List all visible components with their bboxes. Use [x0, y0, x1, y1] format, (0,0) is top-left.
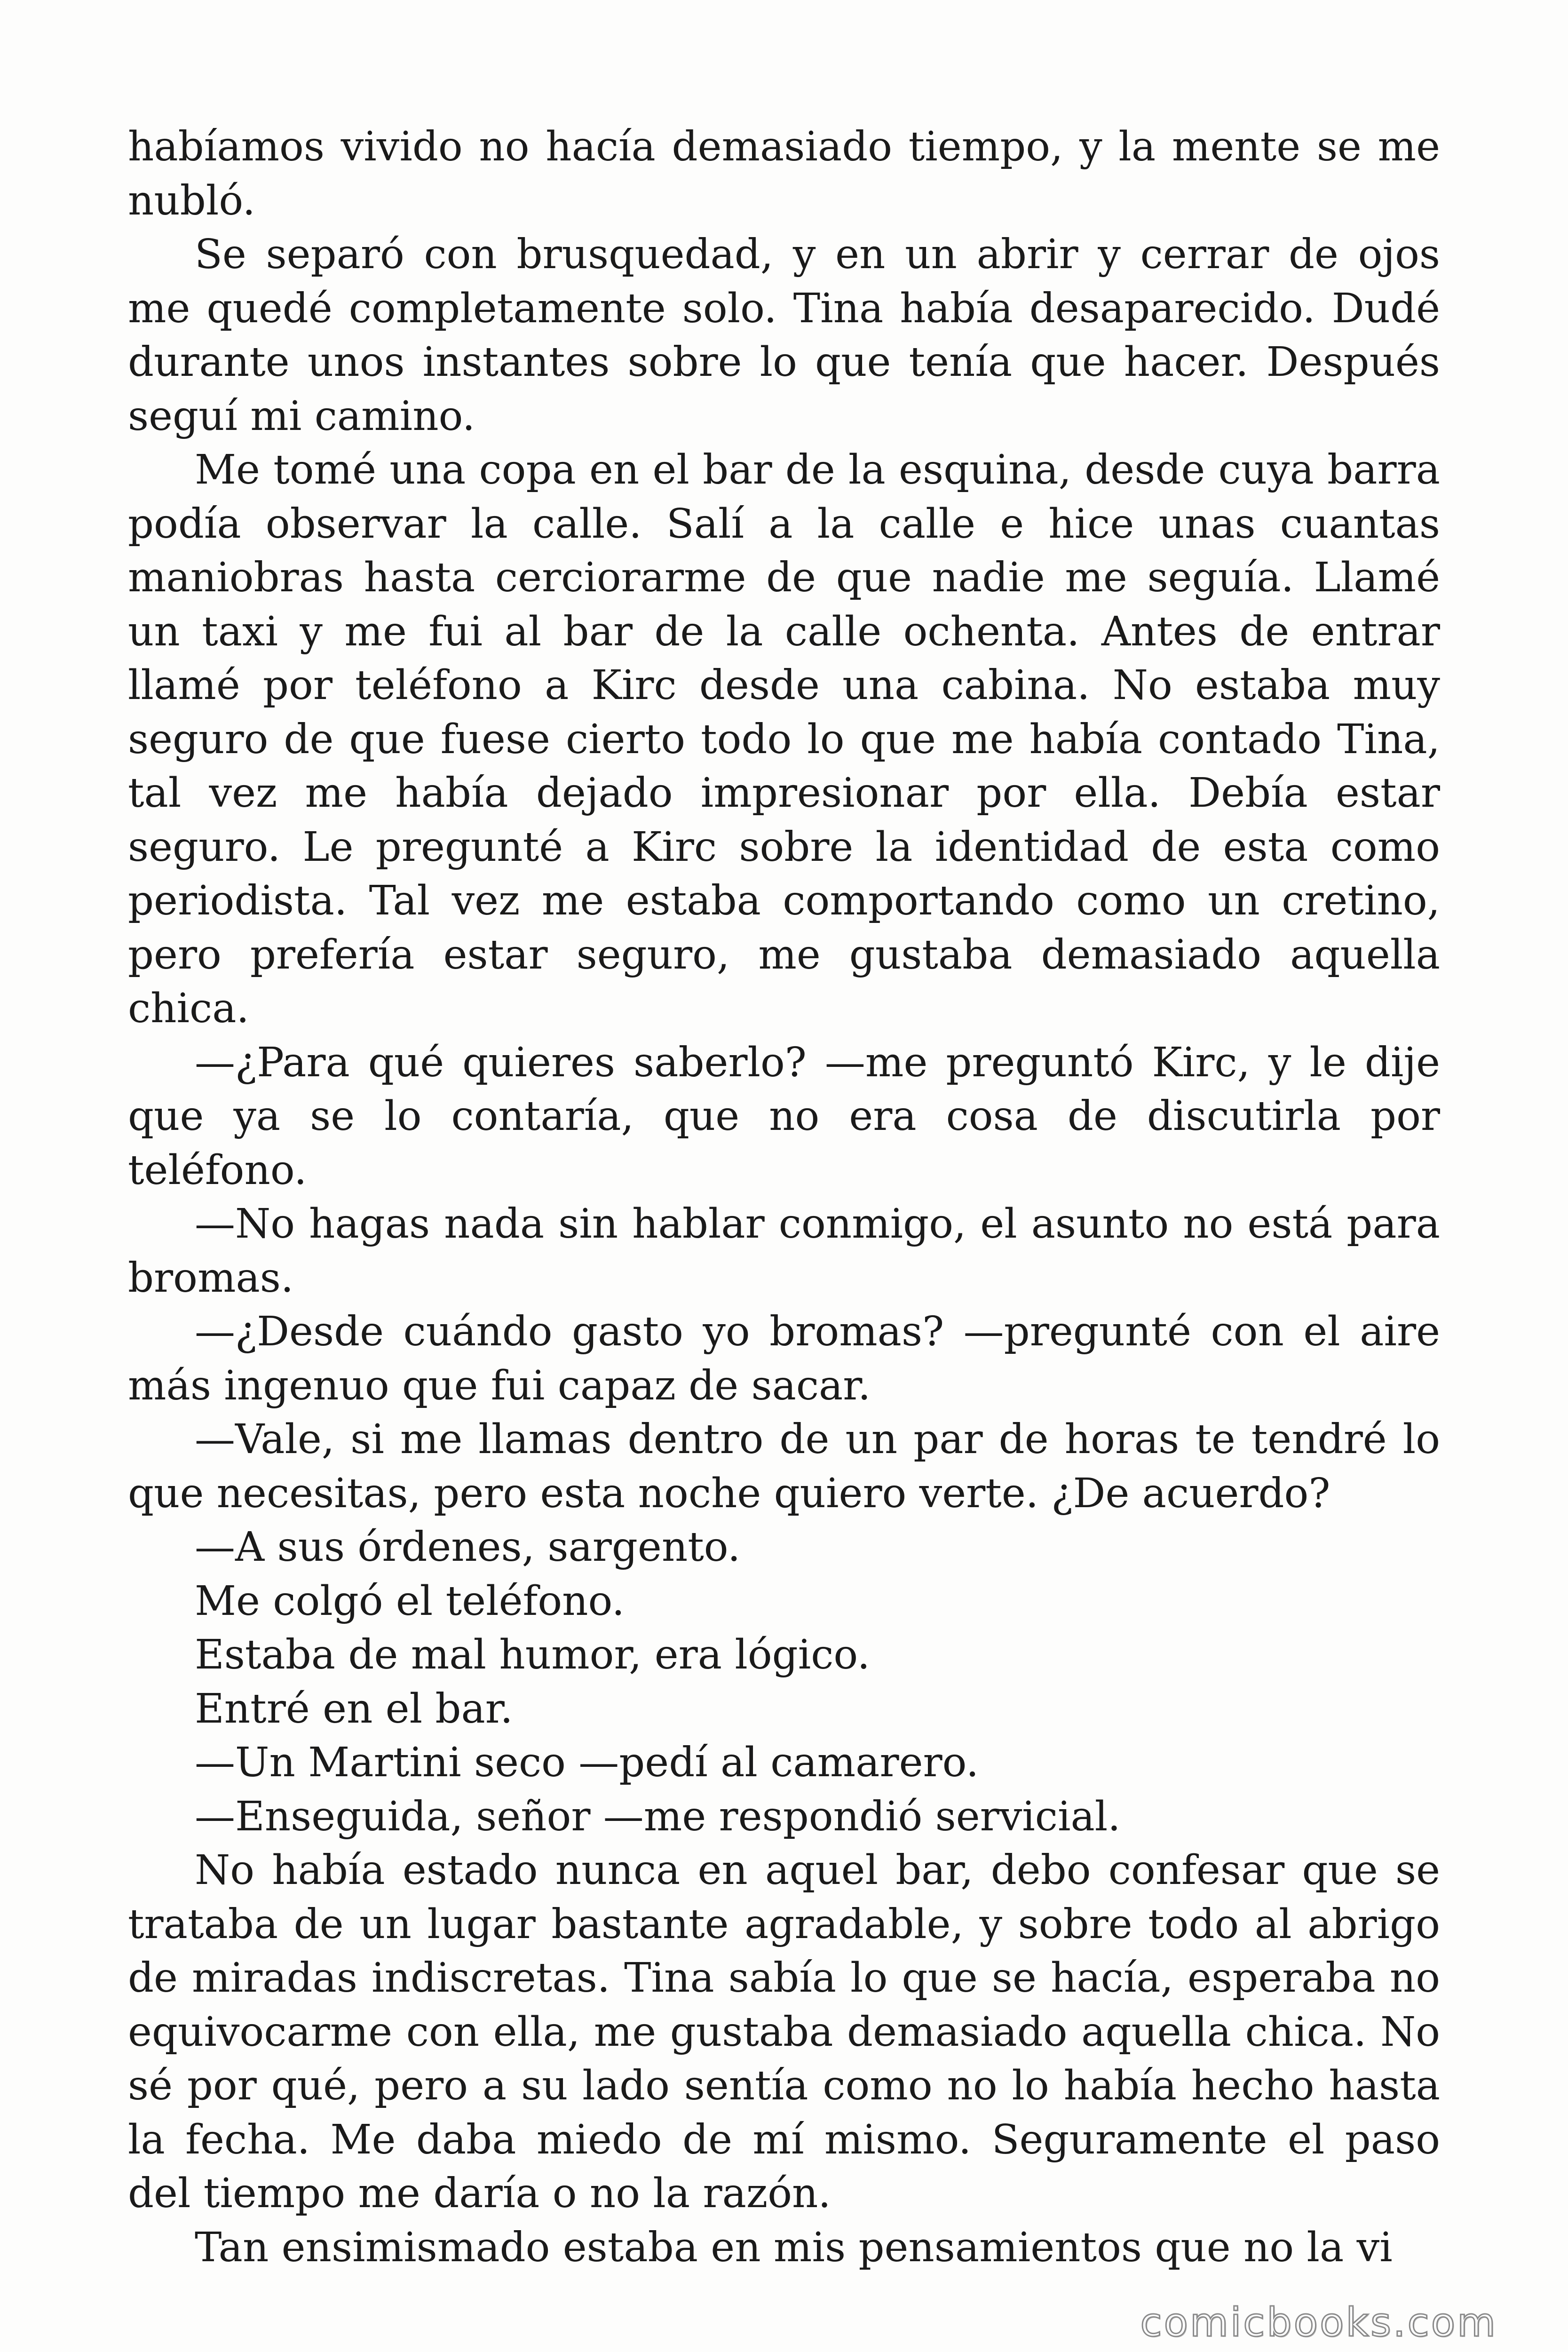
paragraph-7: —Vale, si me llamas dentro de un par de horas te tendré lo que necesitas, pero esta noche quiero verte. ¿De acuerdo? [128, 1416, 1440, 1517]
paragraph-8: —A sus órdenes, sargento. [195, 1524, 741, 1571]
paragraph-11: Entré en el bar. [195, 1685, 513, 1732]
paragraph-10: Estaba de mal humor, era lógico. [195, 1631, 871, 1678]
paragraph-2: Se separó con brusquedad, y en un abrir y cerrar de ojos me quedé completamente solo. Tina había desaparecido. Dudé durante unos instantes sobre lo que tenía que hacer. Después seguí mi camino. [128, 231, 1440, 440]
paragraph-12: —Un Martini seco —pedí al camarero. [195, 1739, 979, 1786]
watermark-logo: comicbooks.com [1140, 2299, 1497, 2345]
body-text [128, 120, 1440, 2274]
paragraph-4: —¿Para qué quieres saberlo? —me preguntó Kirc, y le dije que ya se lo contaría, que no era cosa de discutirla por teléfono. [128, 1039, 1440, 1194]
paragraph-6: —¿Desde cuándo gasto yo bromas? —pregunté con el aire más ingenuo que fui capaz de sacar. [128, 1308, 1440, 1409]
paragraph-3: Me tomé una copa en el bar de la esquina, desde cuya barra podía observar la calle. Salí a la calle e hice unas cuantas maniobras hasta cerciorarme de que nadie me seguía. Llamé un taxi y me fui al bar de la calle ochenta. Antes de entrar llamé por teléfono a Kirc desde una cabina. No estaba muy seguro de que fuese cierto todo lo que me había contado Tina, tal vez me había dejado impresionar por ella. Debía estar seguro. Le pregunté a Kirc sobre la identidad de esta como periodista. Tal vez me estaba comportando como un cretino, pero prefería estar seguro, me gustaba demasiado aquella chica. [128, 446, 1440, 1032]
paragraph-1: habíamos vivido no hacía demasiado tiempo, y la mente se me nubló. [128, 123, 1440, 224]
paragraph-9: Me colgó el teléfono. [195, 1577, 625, 1625]
paragraph-14: No había estado nunca en aquel bar, debo confesar que se trataba de un lugar bastante agradable, y sobre todo al abrigo de miradas indiscretas. Tina sabía lo que se hacía, esperaba no equivocarme con ella, me gustaba demasiado aquella chica. No sé por qué, pero a su lado sentía como no lo había hecho hasta la fecha. Me daba miedo de mí mismo. Seguramente el paso del tiempo me daría o no la razón. [128, 1847, 1440, 2217]
paragraph-15: Tan ensimismado estaba en mis pensamientos que no la vi [195, 2224, 1393, 2271]
paragraph-5: —No hagas nada sin hablar conmigo, el asunto no está para bromas. [128, 1200, 1440, 1302]
paragraph-13: —Enseguida, señor —me respondió servicial. [195, 1793, 1121, 1840]
